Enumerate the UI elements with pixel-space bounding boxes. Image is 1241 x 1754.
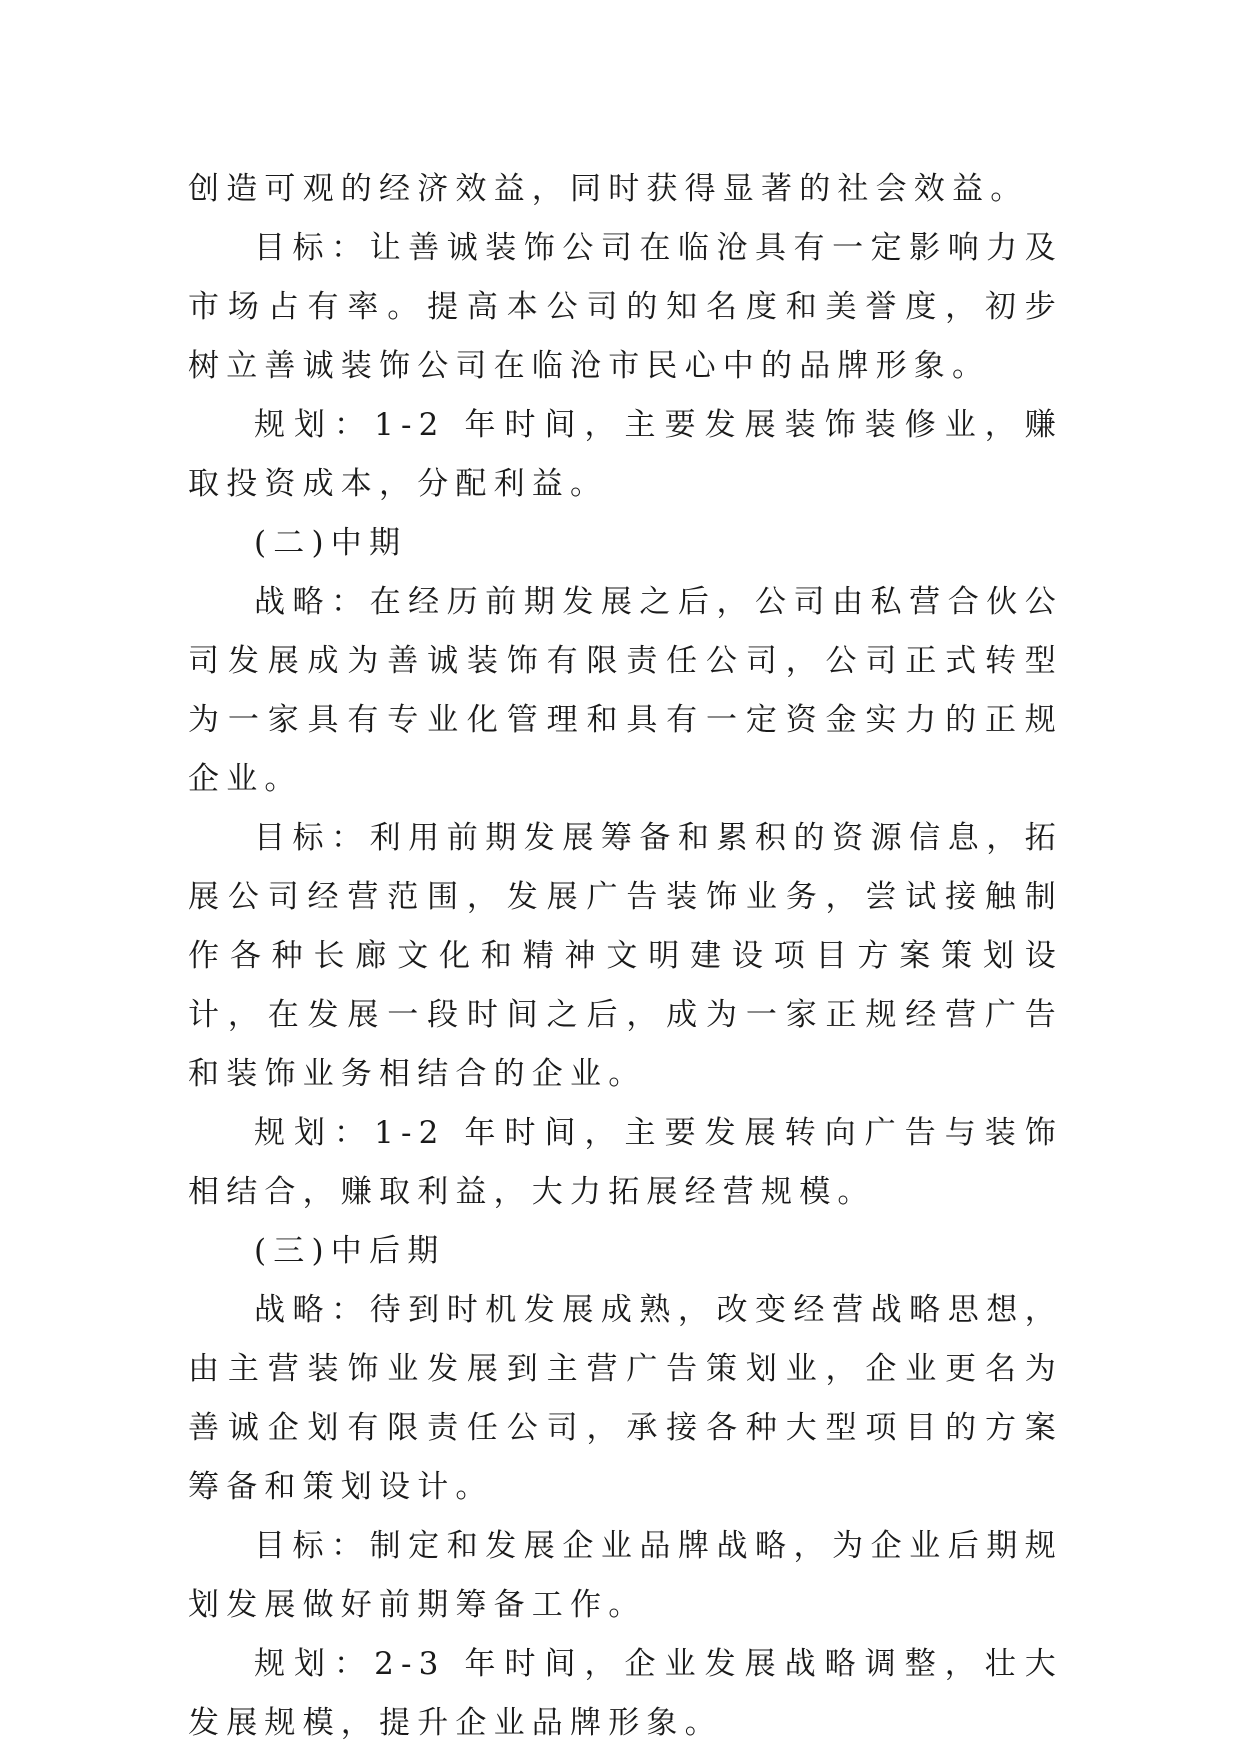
paragraph-continuation: 创造可观的经济效益，同时获得显著的社会效益。 <box>188 171 1029 207</box>
paragraph-late-plan: 规划：2-3 年时间，企业发展战略调整，壮大发展规模，提升企业品牌形象。 <box>188 1646 1063 1741</box>
paragraph-mid-goal: 目标：利用前期发展筹备和累积的资源信息，拓展公司经营范围，发展广告装饰业务，尝试接触制作各种长廊文化和精神文明建设项目方案策划设计，在发展一段时间之后，成为一家正规经营广告和装饰业务相结合的企业。 <box>188 820 1063 1092</box>
section-heading-late-mid-term: (三)中后期 <box>254 1233 446 1269</box>
section-heading-mid-term: (二)中期 <box>254 525 408 561</box>
paragraph-early-plan: 规划：1-2 年时间，主要发展装饰装修业，赚取投资成本，分配利益。 <box>188 407 1063 502</box>
paragraph-late-strategy: 战略：待到时机发展成熟，改变经营战略思想，由主营装饰业发展到主营广告策划业，企业更名为善诚企划有限责任公司，承接各种大型项目的方案筹备和策划设计。 <box>188 1292 1063 1505</box>
paragraph-early-goal: 目标：让善诚装饰公司在临沧具有一定影响力及市场占有率。提高本公司的知名度和美誉度，初步树立善诚装饰公司在临沧市民心中的品牌形象。 <box>188 230 1063 384</box>
document-body <box>188 160 1063 1753</box>
paragraph-late-goal: 目标：制定和发展企业品牌战略，为企业后期规划发展做好前期筹备工作。 <box>188 1528 1063 1623</box>
paragraph-mid-strategy: 战略：在经历前期发展之后，公司由私营合伙公司发展成为善诚装饰有限责任公司，公司正式转型为一家具有专业化管理和具有一定资金实力的正规企业。 <box>188 584 1063 797</box>
paragraph-mid-plan: 规划：1-2 年时间，主要发展转向广告与装饰相结合，赚取利益，大力拓展经营规模。 <box>188 1115 1063 1210</box>
